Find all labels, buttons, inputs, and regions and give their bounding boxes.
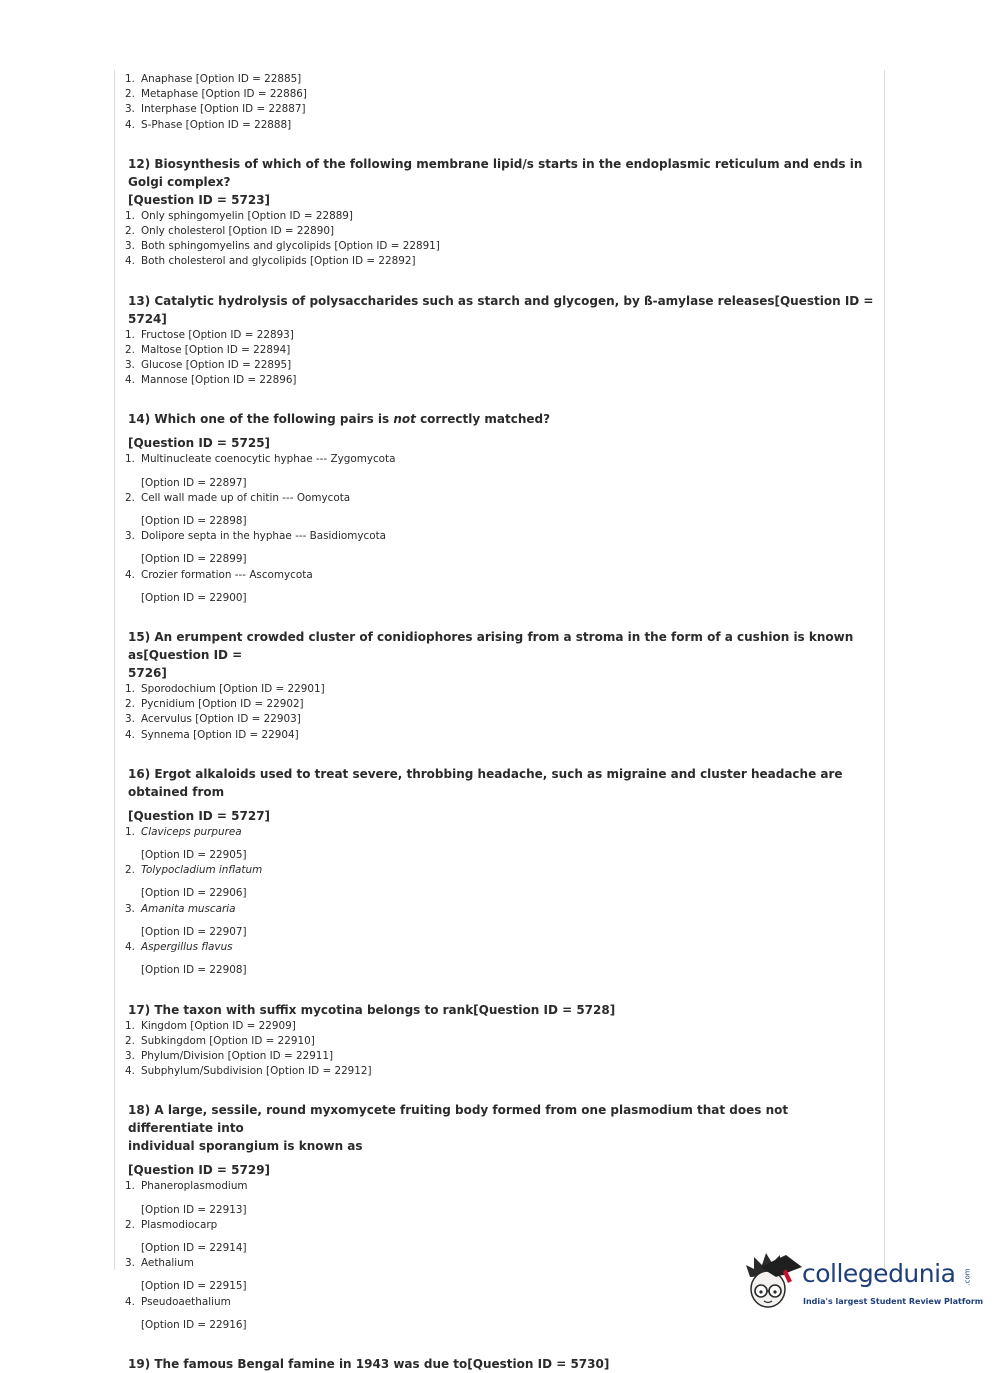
option-id: [Option ID = 22900]	[141, 591, 247, 604]
question-19-text: 19) The famous Bengal famine in 1943 was due to[Question ID = 5730]	[128, 1356, 610, 1371]
question-16-id: [Question ID = 5727]	[128, 808, 271, 823]
option: 4. Aspergillus flavus	[125, 941, 233, 954]
question-18-text: 18) A large, sessile, round myxomycete fruiting body formed from one plasmodium that does not differentiate into individual sporangium is known as	[128, 1103, 789, 1154]
logo-brand-suffix: .com	[963, 1268, 972, 1286]
question-16-text: 16) Ergot alkaloids used to treat severe, throbbing headache, such as migraine and cluster headache are obtained from	[128, 766, 843, 799]
option: 2. Pycnidium [Option ID = 22902]	[125, 698, 304, 711]
option: 4. Synnema [Option ID = 22904]	[125, 728, 299, 741]
option: 2. Metaphase [Option ID = 22886]	[125, 88, 307, 101]
option-id: [Option ID = 22899]	[141, 553, 247, 566]
collegedunia-logo	[740, 1247, 984, 1319]
q17-options	[125, 1019, 875, 1080]
q16-options	[125, 825, 875, 979]
option: 2. Tolypocladium inflatum	[125, 864, 263, 877]
question-13-text: 13) Catalytic hydrolysis of polysaccharides such as starch and glycogen, by ß-amylase releases[Question ID = 5724]	[128, 293, 874, 326]
logo-tagline: India's largest Student Review Platform	[803, 1297, 984, 1306]
option: 1. Sporodochium [Option ID = 22901]	[125, 683, 325, 696]
option-id: [Option ID = 22898]	[141, 515, 247, 528]
logo-brand-text: collegedunia	[802, 1259, 956, 1288]
question-18-id: [Question ID = 5729]	[128, 1163, 271, 1178]
q15-options	[125, 682, 875, 743]
question-12-text: 12) Biosynthesis of which of the following membrane lipid/s starts in the endoplasmic reticulum and ends in Golgi complex? [Question ID = 5723]	[128, 156, 863, 207]
option-id: [Option ID = 22906]	[141, 887, 247, 900]
page-left-rule	[114, 70, 115, 1270]
option: 1. Phaneroplasmodium	[125, 1180, 248, 1193]
option: 3. Both sphingomyelins and glycolipids [Option ID = 22891]	[125, 240, 440, 253]
option-id: [Option ID = 22913]	[141, 1203, 247, 1216]
option: 3. Amanita muscaria	[125, 902, 236, 915]
option: 4. Pseudoaethalium	[125, 1295, 231, 1308]
option: 4. Mannose [Option ID = 22896]	[125, 374, 297, 387]
option: 1. Only sphingomyelin [Option ID = 22889]	[125, 209, 353, 222]
question-paper	[125, 72, 875, 1373]
option: 1. Fructose [Option ID = 22893]	[125, 328, 294, 341]
option: 4. Both cholesterol and glycolipids [Option ID = 22892]	[125, 255, 416, 268]
option: 4. Crozier formation --- Ascomycota	[125, 568, 313, 581]
option: 3. Aethalium	[125, 1257, 194, 1270]
option-id: [Option ID = 22897]	[141, 476, 247, 489]
option-id: [Option ID = 22908]	[141, 964, 247, 977]
option: 1. Claviceps purpurea	[125, 825, 242, 838]
q13-options	[125, 328, 875, 389]
option-id: [Option ID = 22905]	[141, 849, 247, 862]
option: 4. Subphylum/Subdivision [Option ID = 22912]	[125, 1065, 372, 1078]
option: 1. Anaphase [Option ID = 22885]	[125, 73, 302, 85]
option: 2. Cell wall made up of chitin --- Oomycota	[125, 491, 351, 504]
option: 1. Kingdom [Option ID = 22909]	[125, 1019, 296, 1032]
option: 3. Dolipore septa in the hyphae --- Basidiomycota	[125, 530, 387, 543]
question-14-id: [Question ID = 5725]	[128, 436, 271, 451]
q12-options	[125, 209, 875, 270]
option: 2. Maltose [Option ID = 22894]	[125, 343, 291, 356]
option: 3. Phylum/Division [Option ID = 22911]	[125, 1049, 334, 1062]
option: 4. S-Phase [Option ID = 22888]	[125, 118, 292, 131]
q11-options	[125, 72, 875, 133]
option: 1. Multinucleate coenocytic hyphae --- Zygomycota	[125, 453, 396, 466]
option: 2. Subkingdom [Option ID = 22910]	[125, 1034, 315, 1047]
option-id: [Option ID = 22914]	[141, 1241, 247, 1254]
option-id: [Option ID = 22907]	[141, 925, 247, 938]
option: 3. Interphase [Option ID = 22887]	[125, 103, 306, 116]
question-17-text: 17) The taxon with suffix mycotina belongs to rank[Question ID = 5728]	[128, 1002, 616, 1017]
mascot-icon	[740, 1247, 802, 1319]
option: 3. Acervulus [Option ID = 22903]	[125, 713, 301, 726]
page-right-rule	[884, 70, 885, 1270]
question-14-text: 14) Which one of the following pairs is not correctly matched?	[128, 412, 551, 427]
question-15-text: 15) An erumpent crowded cluster of conidiophores arising from a stroma in the form of a cushion is known as[Question ID = 5726]	[128, 630, 854, 681]
option: 2. Only cholesterol [Option ID = 22890]	[125, 225, 335, 238]
option: 2. Plasmodiocarp	[125, 1218, 218, 1231]
option: 3. Glucose [Option ID = 22895]	[125, 359, 292, 372]
option-id: [Option ID = 22916]	[141, 1318, 247, 1331]
option-id: [Option ID = 22915]	[141, 1280, 247, 1293]
q14-options	[125, 452, 875, 606]
